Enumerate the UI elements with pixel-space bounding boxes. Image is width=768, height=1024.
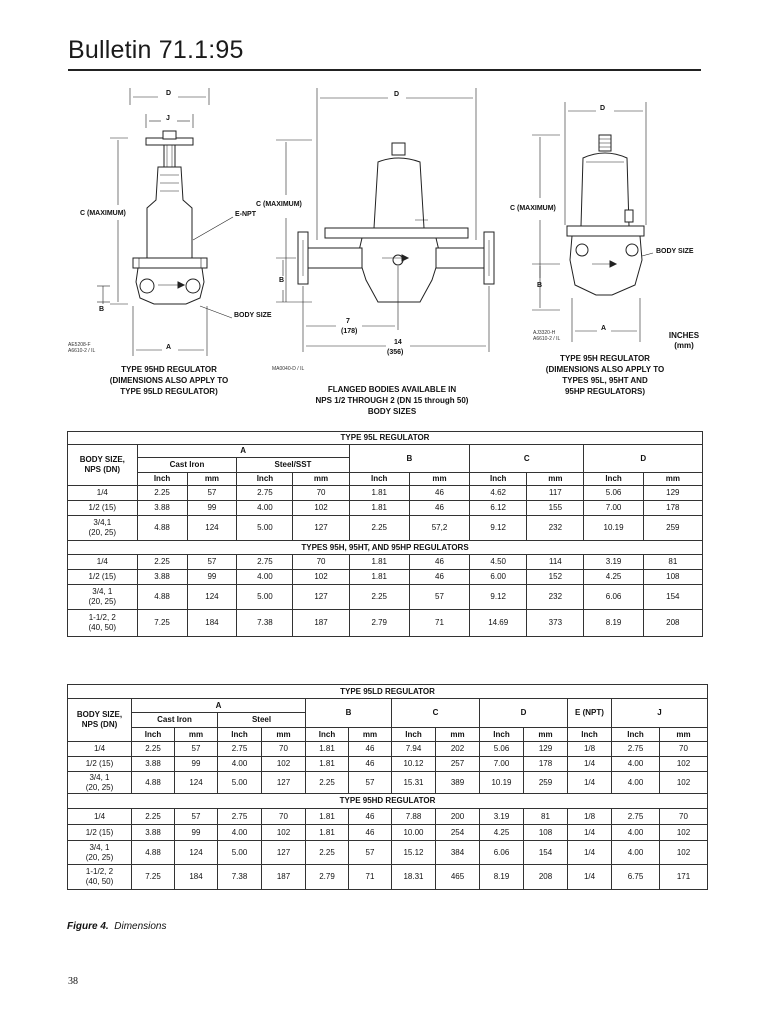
- value-cell: 184: [187, 610, 237, 637]
- value-cell: 1.81: [349, 501, 409, 516]
- value-cell: 46: [409, 570, 469, 585]
- value-cell: 127: [262, 772, 306, 794]
- value-cell: 10.12: [392, 757, 436, 772]
- table1-cast-iron: Cast Iron: [137, 458, 237, 473]
- value-cell: 155: [527, 501, 584, 516]
- value-cell: 2.25: [306, 841, 349, 865]
- table-row: [68, 757, 708, 772]
- body-size-label-left: BODY SIZE: [234, 312, 272, 319]
- value-cell: 6.12: [470, 501, 527, 516]
- dim-b-label-center: B: [279, 277, 285, 284]
- value-cell: 124: [175, 841, 218, 865]
- type-95hd-drawing: [97, 88, 233, 356]
- value-cell: 1.81: [306, 742, 349, 757]
- table1-steel-sst: Steel/SST: [237, 458, 349, 473]
- value-cell: 1.81: [349, 570, 409, 585]
- table-row: [68, 841, 708, 865]
- value-cell: 259: [524, 772, 568, 794]
- table2-units-row: [68, 728, 708, 742]
- drawing-code-center: MA0040-D / IL: [272, 366, 305, 372]
- body-size-cell: 1/4: [68, 742, 132, 757]
- table1-section2-title: TYPES 95H, 95HT, AND 95HP REGULATORS: [68, 541, 703, 555]
- value-cell: 57: [175, 742, 218, 757]
- table2-col-e-npt: E (NPT): [568, 699, 612, 728]
- value-cell: 1/4: [568, 772, 612, 794]
- drawing-code-left: AE5208-F A6610-2 / IL: [68, 342, 96, 354]
- value-cell: 154: [524, 841, 568, 865]
- value-cell: 384: [436, 841, 480, 865]
- table-row: [68, 501, 703, 516]
- unit-cell: Inch: [612, 728, 660, 742]
- value-cell: 465: [436, 865, 480, 890]
- value-cell: 2.25: [349, 585, 409, 610]
- value-cell: 257: [436, 757, 480, 772]
- unit-cell: Inch: [568, 728, 612, 742]
- body-size-cell: 3/4, 1 (20, 25): [68, 772, 132, 794]
- value-cell: 108: [524, 825, 568, 841]
- table2-body-size-header: BODY SIZE, NPS (DN): [68, 699, 132, 742]
- value-cell: 70: [293, 486, 349, 501]
- table-row: [68, 865, 708, 890]
- value-cell: 2.25: [349, 516, 409, 541]
- dim-c-label-left: C (MAXIMUM): [80, 210, 126, 217]
- value-cell: 3.88: [137, 501, 187, 516]
- value-cell: 99: [187, 570, 237, 585]
- value-cell: 4.00: [612, 772, 660, 794]
- value-cell: 129: [524, 742, 568, 757]
- body-size-label-right: BODY SIZE: [656, 248, 694, 255]
- table2-col-b: B: [306, 699, 392, 728]
- unit-cell: mm: [436, 728, 480, 742]
- value-cell: 4.00: [218, 757, 262, 772]
- unit-cell: mm: [349, 728, 392, 742]
- value-cell: 57: [349, 841, 392, 865]
- value-cell: 102: [262, 825, 306, 841]
- dim-j-label: J: [166, 115, 170, 122]
- value-cell: 10.19: [584, 516, 643, 541]
- table-row: [68, 516, 703, 541]
- value-cell: 2.75: [612, 742, 660, 757]
- value-cell: 2.25: [306, 772, 349, 794]
- value-cell: 99: [175, 825, 218, 841]
- value-cell: 102: [293, 501, 349, 516]
- body-size-cell: 1/4: [68, 555, 138, 570]
- value-cell: 187: [293, 610, 349, 637]
- value-cell: 6.06: [480, 841, 524, 865]
- value-cell: 71: [349, 865, 392, 890]
- value-cell: 70: [262, 809, 306, 825]
- value-cell: 5.00: [237, 585, 293, 610]
- value-cell: 4.62: [470, 486, 527, 501]
- value-cell: 1/4: [568, 841, 612, 865]
- value-cell: 3.19: [584, 555, 643, 570]
- unit-cell: Inch: [237, 473, 293, 486]
- value-cell: 4.00: [237, 501, 293, 516]
- body-size-cell: 3/4, 1 (20, 25): [68, 585, 138, 610]
- unit-cell: mm: [187, 473, 237, 486]
- value-cell: 7.25: [137, 610, 187, 637]
- value-cell: 15.12: [392, 841, 436, 865]
- value-cell: 7.94: [392, 742, 436, 757]
- body-size-cell: 1/2 (15): [68, 501, 138, 516]
- value-cell: 5.00: [237, 516, 293, 541]
- value-cell: 7.38: [237, 610, 293, 637]
- value-cell: 5.00: [218, 841, 262, 865]
- value-cell: 10.19: [480, 772, 524, 794]
- value-cell: 71: [409, 610, 469, 637]
- value-cell: 2.79: [306, 865, 349, 890]
- value-cell: 7.00: [480, 757, 524, 772]
- unit-cell: Inch: [392, 728, 436, 742]
- value-cell: 4.00: [218, 825, 262, 841]
- value-cell: 3.88: [132, 825, 175, 841]
- value-cell: 70: [660, 742, 708, 757]
- figure-caption: [67, 921, 167, 932]
- value-cell: 178: [643, 501, 702, 516]
- table-row: [68, 742, 708, 757]
- table2-title: TYPE 95LD REGULATOR: [68, 685, 708, 699]
- value-cell: 5.06: [480, 742, 524, 757]
- table2-col-c: C: [392, 699, 480, 728]
- unit-cell: Inch: [584, 473, 643, 486]
- value-cell: 4.88: [132, 841, 175, 865]
- value-cell: 1/4: [568, 825, 612, 841]
- value-cell: 99: [187, 501, 237, 516]
- dim-b-label-left: B: [99, 306, 105, 313]
- value-cell: 4.88: [132, 772, 175, 794]
- type-95l-dimensions-table: [67, 431, 703, 637]
- value-cell: 70: [293, 555, 349, 570]
- unit-cell: Inch: [137, 473, 187, 486]
- table-row: [68, 570, 703, 585]
- value-cell: 6.75: [612, 865, 660, 890]
- value-cell: 46: [349, 757, 392, 772]
- value-cell: 232: [527, 585, 584, 610]
- body-size-cell: 3/4,1 (20, 25): [68, 516, 138, 541]
- title-divider: [68, 69, 701, 71]
- unit-cell: mm: [293, 473, 349, 486]
- unit-cell: mm: [524, 728, 568, 742]
- body-size-cell: 1/2 (15): [68, 757, 132, 772]
- figure-caption-text: Dimensions: [114, 921, 167, 932]
- value-cell: 2.25: [132, 809, 175, 825]
- body-size-cell: 1/4: [68, 486, 138, 501]
- value-cell: 15.31: [392, 772, 436, 794]
- value-cell: 1.81: [306, 757, 349, 772]
- value-cell: 208: [524, 865, 568, 890]
- value-cell: 184: [175, 865, 218, 890]
- table-row: [68, 825, 708, 841]
- value-cell: 1/4: [568, 757, 612, 772]
- dim-d-label-left: D: [166, 90, 172, 97]
- unit-cell: Inch: [306, 728, 349, 742]
- table2-col-j: J: [612, 699, 708, 728]
- value-cell: 2.75: [612, 809, 660, 825]
- body-size-cell: 1/2 (15): [68, 825, 132, 841]
- value-cell: 7.38: [218, 865, 262, 890]
- value-cell: 4.00: [237, 570, 293, 585]
- value-cell: 18.31: [392, 865, 436, 890]
- value-cell: 254: [436, 825, 480, 841]
- table2-section1-body: [68, 742, 708, 794]
- value-cell: 2.75: [237, 486, 293, 501]
- type-95h-caption: TYPE 95H REGULATOR (DIMENSIONS ALSO APPLY TO TYPES 95L, 95HT AND 95HP REGULATORS): [545, 354, 665, 396]
- dim-d-label-center: D: [394, 91, 400, 98]
- value-cell: 57,2: [409, 516, 469, 541]
- unit-cell: mm: [409, 473, 469, 486]
- value-cell: 3.88: [137, 570, 187, 585]
- table1-col-a: A: [137, 445, 349, 458]
- table-row: [68, 772, 708, 794]
- table-row: [68, 585, 703, 610]
- flanged-body-drawing: [276, 88, 494, 352]
- value-cell: 1.81: [306, 809, 349, 825]
- value-cell: 102: [262, 757, 306, 772]
- body-size-cell: 3/4, 1 (20, 25): [68, 841, 132, 865]
- value-cell: 154: [643, 585, 702, 610]
- type-95hd-caption: TYPE 95HD REGULATOR (DIMENSIONS ALSO APPLY TO TYPE 95LD REGULATOR): [109, 365, 229, 396]
- value-cell: 4.88: [137, 585, 187, 610]
- dim-c-label-right: C (MAXIMUM): [510, 205, 556, 212]
- value-cell: 4.00: [612, 757, 660, 772]
- table1-units-row: [68, 473, 703, 486]
- value-cell: 102: [660, 841, 708, 865]
- value-cell: 108: [643, 570, 702, 585]
- value-cell: 117: [527, 486, 584, 501]
- body-size-cell: 1-1/2, 2 (40, 50): [68, 610, 138, 637]
- dim-14-label: 14: [394, 339, 402, 346]
- unit-cell: Inch: [480, 728, 524, 742]
- value-cell: 6.00: [470, 570, 527, 585]
- value-cell: 57: [187, 486, 237, 501]
- value-cell: 200: [436, 809, 480, 825]
- dim-178-label: (178): [341, 328, 358, 335]
- units-label: INCHES (mm): [668, 331, 700, 350]
- dim-c-label-center: C (MAXIMUM): [256, 201, 302, 208]
- value-cell: 389: [436, 772, 480, 794]
- unit-cell: mm: [175, 728, 218, 742]
- value-cell: 1/8: [568, 809, 612, 825]
- value-cell: 1.81: [306, 825, 349, 841]
- value-cell: 2.75: [218, 742, 262, 757]
- unit-cell: mm: [262, 728, 306, 742]
- value-cell: 102: [660, 772, 708, 794]
- unit-cell: mm: [660, 728, 708, 742]
- dim-a-label-left: A: [166, 344, 172, 351]
- value-cell: 373: [527, 610, 584, 637]
- dim-d-label-right: D: [600, 105, 606, 112]
- value-cell: 127: [293, 516, 349, 541]
- table-row: [68, 486, 703, 501]
- table2-col-d: D: [480, 699, 568, 728]
- value-cell: 7.00: [584, 501, 643, 516]
- table1-section2-body: [68, 555, 703, 637]
- unit-cell: Inch: [132, 728, 175, 742]
- value-cell: 46: [349, 742, 392, 757]
- value-cell: 14.69: [470, 610, 527, 637]
- dimension-drawings: [0, 80, 768, 425]
- value-cell: 57: [175, 809, 218, 825]
- table1-section1-body: [68, 486, 703, 541]
- body-size-cell: 1/2 (15): [68, 570, 138, 585]
- page-title: Bulletin 71.1:95: [68, 36, 244, 64]
- flanged-bodies-caption: FLANGED BODIES AVAILABLE IN NPS 1/2 THROUGH 2 (DN 15 through 50) BODY SIZES: [315, 385, 469, 416]
- value-cell: 208: [643, 610, 702, 637]
- value-cell: 46: [409, 501, 469, 516]
- value-cell: 46: [409, 555, 469, 570]
- value-cell: 1.81: [349, 486, 409, 501]
- type-95ld-dimensions-table: [67, 684, 708, 890]
- value-cell: 70: [660, 809, 708, 825]
- value-cell: 70: [262, 742, 306, 757]
- table1-body-size-header: BODY SIZE, NPS (DN): [68, 445, 138, 486]
- value-cell: 187: [262, 865, 306, 890]
- value-cell: 8.19: [480, 865, 524, 890]
- value-cell: 129: [643, 486, 702, 501]
- table1-title: TYPE 95L REGULATOR: [68, 432, 703, 445]
- value-cell: 8.19: [584, 610, 643, 637]
- value-cell: 2.75: [218, 809, 262, 825]
- body-size-cell: 1/4: [68, 809, 132, 825]
- value-cell: 102: [293, 570, 349, 585]
- value-cell: 9.12: [470, 585, 527, 610]
- table1-col-c: C: [470, 445, 584, 473]
- drawing-code-right: AJ3320-H A6610-2 / IL: [533, 330, 561, 342]
- value-cell: 124: [175, 772, 218, 794]
- dim-a-label-right: A: [601, 325, 607, 332]
- table1-col-d: D: [584, 445, 703, 473]
- value-cell: 6.06: [584, 585, 643, 610]
- page-number: 38: [68, 976, 78, 987]
- value-cell: 9.12: [470, 516, 527, 541]
- table2-steel: Steel: [218, 713, 306, 728]
- dim-356-label: (356): [387, 349, 404, 356]
- value-cell: 10.00: [392, 825, 436, 841]
- value-cell: 127: [293, 585, 349, 610]
- table2-section2-title: TYPE 95HD REGULATOR: [68, 794, 708, 809]
- table-row: [68, 555, 703, 570]
- value-cell: 81: [524, 809, 568, 825]
- value-cell: 4.88: [137, 516, 187, 541]
- value-cell: 1/4: [568, 865, 612, 890]
- table2-cast-iron: Cast Iron: [132, 713, 218, 728]
- value-cell: 4.25: [584, 570, 643, 585]
- value-cell: 57: [349, 772, 392, 794]
- value-cell: 124: [187, 585, 237, 610]
- value-cell: 99: [175, 757, 218, 772]
- type-95h-drawing: [532, 102, 653, 342]
- dim-7-label: 7: [346, 318, 350, 325]
- dim-b-label-right: B: [537, 282, 543, 289]
- value-cell: 259: [643, 516, 702, 541]
- value-cell: 7.88: [392, 809, 436, 825]
- value-cell: 1.81: [349, 555, 409, 570]
- dim-e-npt-label: E-NPT: [235, 211, 256, 218]
- value-cell: 232: [527, 516, 584, 541]
- unit-cell: mm: [643, 473, 702, 486]
- value-cell: 3.19: [480, 809, 524, 825]
- value-cell: 4.50: [470, 555, 527, 570]
- table-row: [68, 610, 703, 637]
- value-cell: 4.00: [612, 841, 660, 865]
- value-cell: 5.06: [584, 486, 643, 501]
- value-cell: 171: [660, 865, 708, 890]
- value-cell: 114: [527, 555, 584, 570]
- figure-label: Figure 4.: [67, 921, 109, 932]
- value-cell: 127: [262, 841, 306, 865]
- value-cell: 2.25: [137, 486, 187, 501]
- value-cell: 57: [187, 555, 237, 570]
- value-cell: 4.25: [480, 825, 524, 841]
- value-cell: 2.25: [137, 555, 187, 570]
- value-cell: 2.25: [132, 742, 175, 757]
- value-cell: 2.79: [349, 610, 409, 637]
- unit-cell: Inch: [218, 728, 262, 742]
- value-cell: 46: [409, 486, 469, 501]
- table2-section2-body: [68, 809, 708, 890]
- body-size-cell: 1-1/2, 2 (40, 50): [68, 865, 132, 890]
- value-cell: 57: [409, 585, 469, 610]
- value-cell: 124: [187, 516, 237, 541]
- value-cell: 46: [349, 809, 392, 825]
- table-row: [68, 809, 708, 825]
- unit-cell: mm: [527, 473, 584, 486]
- value-cell: 1/8: [568, 742, 612, 757]
- unit-cell: Inch: [349, 473, 409, 486]
- value-cell: 81: [643, 555, 702, 570]
- value-cell: 46: [349, 825, 392, 841]
- value-cell: 2.75: [237, 555, 293, 570]
- value-cell: 102: [660, 825, 708, 841]
- value-cell: 5.00: [218, 772, 262, 794]
- value-cell: 102: [660, 757, 708, 772]
- unit-cell: Inch: [470, 473, 527, 486]
- value-cell: 4.00: [612, 825, 660, 841]
- value-cell: 202: [436, 742, 480, 757]
- table1-col-b: B: [349, 445, 470, 473]
- table2-col-a: A: [132, 699, 306, 713]
- value-cell: 3.88: [132, 757, 175, 772]
- value-cell: 7.25: [132, 865, 175, 890]
- value-cell: 178: [524, 757, 568, 772]
- value-cell: 152: [527, 570, 584, 585]
